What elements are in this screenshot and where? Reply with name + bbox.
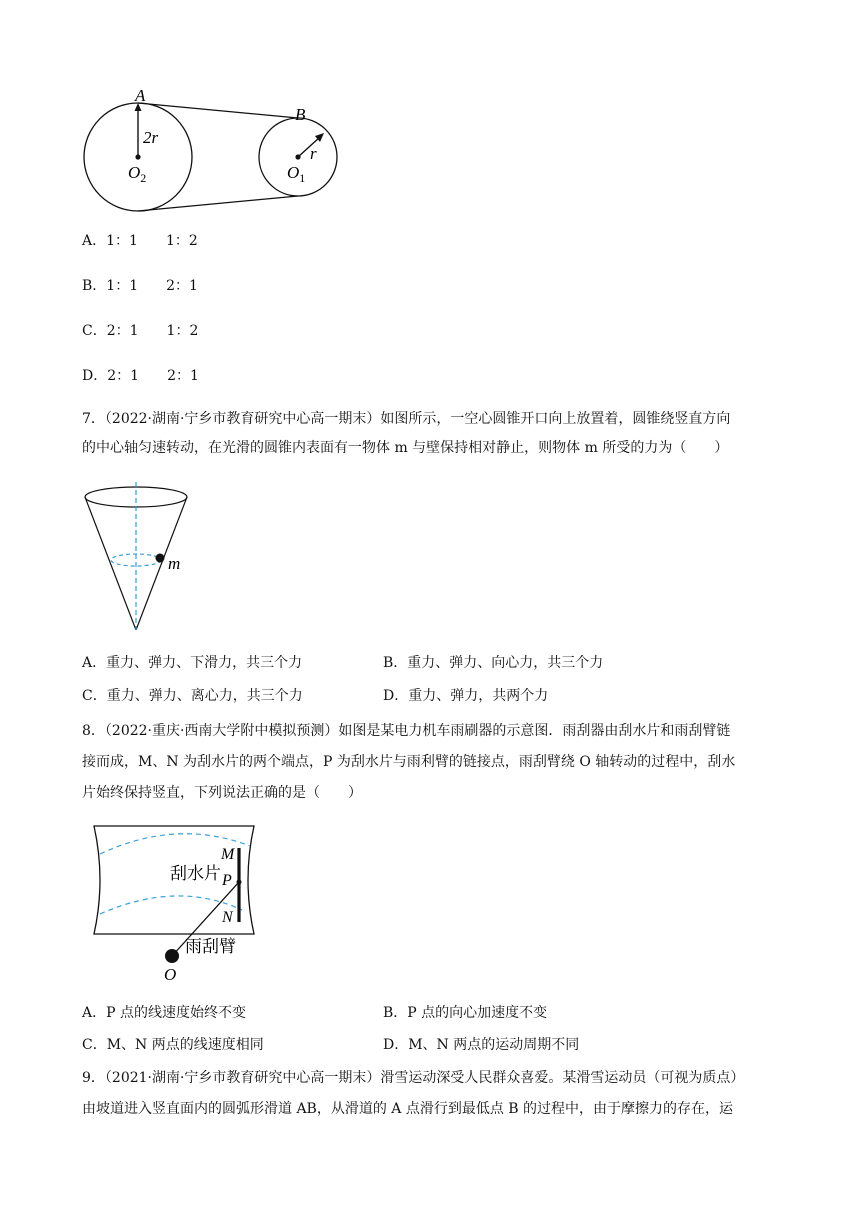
mass-m: [156, 554, 165, 563]
label-n-end: N: [222, 909, 233, 926]
option-ratio-1: 2：1: [106, 323, 139, 339]
q8-option-b[interactable]: B．P 点的向心加速度不变: [383, 1005, 548, 1021]
option-ratio-2: 1：2: [166, 323, 199, 339]
q6-option-a[interactable]: [82, 231, 198, 251]
q8-option-a[interactable]: A．P 点的线速度始终不变: [82, 1005, 246, 1021]
q8-options-row-2: [82, 1035, 782, 1055]
joint-p: [237, 880, 242, 885]
q8-stem-line-1: 8．（2022·重庆·西南大学附中模拟预测）如图是某电力机车雨刷器的示意图．雨刮器由刮水片和雨刮臂链: [82, 723, 731, 739]
option-ratio-2: 2：1: [166, 278, 198, 294]
q7-option-b[interactable]: B．重力、弹力、向心力，共三个力: [383, 655, 604, 671]
q9-stem-line-1: 9．（2021·湖南·宁乡市教育研究中心高一期末）滑雪运动深受人民群众喜爱。某滑雪运动员（可视为质点）: [82, 1070, 745, 1086]
wiper-trace-bottom: [100, 896, 242, 914]
q7-stem-line-1: 7．（2022·湖南·宁乡市教育研究中心高一期末）如图所示，一空心圆锥开口向上放置着，圆锥绕竖直方向: [82, 411, 731, 427]
cone-left-side: [85, 497, 136, 630]
wiper-figure: [82, 824, 272, 984]
option-ratio-2: 1：2: [165, 233, 198, 249]
pivot-o: [165, 949, 179, 963]
option-letter: D．: [82, 368, 108, 384]
label-blade: 刮水片: [170, 864, 221, 884]
q7-stem-line-2: 的中心轴匀速转动，在光滑的圆锥内表面有一物体 m 与壁保持相对静止，则物体 m 所受的力为（ ）: [82, 440, 729, 456]
cone-diagram: [82, 480, 202, 636]
q7-option-a[interactable]: A．重力、弹力、下滑力，共三个力: [82, 655, 303, 671]
q7-option-c[interactable]: C．重力、弹力、离心力，共三个力: [82, 688, 303, 704]
option-ratio-2: 2：1: [167, 368, 199, 384]
q8-option-d[interactable]: D．M、N 两点的运动周期不同: [383, 1037, 580, 1053]
label-m-end: M: [221, 846, 235, 863]
q8-option-c[interactable]: C．M、N 两点的线速度相同: [82, 1037, 264, 1053]
q7-option-d[interactable]: D．重力、弹力，共两个力: [383, 688, 549, 704]
option-ratio-1: 2：1: [107, 368, 140, 384]
label-b: B: [295, 105, 306, 124]
option-letter: A．: [82, 233, 107, 249]
q7-options-row-1: [82, 653, 782, 673]
pulley-figure: [80, 86, 340, 218]
q8-stem-line-2: 接而成，M、N 为刮水片的两个端点，P 为刮水片与雨利臂的链接点，雨刮臂绕 O 轴转动的过程中，刮水: [82, 754, 736, 770]
label-2r: 2r: [143, 128, 159, 147]
cone-figure: [82, 480, 202, 636]
label-r: r: [310, 144, 317, 163]
label-a: A: [135, 86, 146, 105]
label-m: m: [168, 554, 181, 573]
q6-option-d[interactable]: [82, 366, 199, 386]
q6-option-b[interactable]: [82, 276, 198, 296]
center-o2-dot: [135, 154, 140, 159]
q9-stem-line-2: 由坡道进入竖直面内的圆弧形滑道 AB，从滑道的 A 点滑行到最低点 B 的过程中，由于摩擦力的存在，运: [82, 1101, 734, 1117]
belt-bottom: [138, 196, 298, 211]
q7-options-row-2: [82, 686, 782, 706]
option-ratio-1: 1：1: [106, 233, 138, 249]
wiper-diagram: [82, 824, 272, 984]
label-p-joint: P: [222, 872, 232, 889]
option-letter: C．: [82, 323, 107, 339]
q8-stem-line-3: 片始终保持竖直，下列说法正确的是（ ）: [82, 785, 362, 801]
label-o-pivot: O: [164, 965, 177, 984]
belt-top: [138, 103, 298, 118]
label-o2: $O_2$: [128, 163, 147, 185]
label-o1: $O_1$: [287, 163, 306, 185]
q6-option-c[interactable]: [82, 321, 198, 341]
center-o1-dot: [295, 154, 300, 159]
q8-options-row-1: [82, 1003, 782, 1023]
option-letter: B．: [82, 278, 107, 294]
option-ratio-1: 1：1: [106, 278, 139, 294]
pulley-diagram: [80, 86, 340, 218]
radius-r-arrow: [298, 137, 320, 157]
label-arm: 雨刮臂: [185, 937, 236, 957]
